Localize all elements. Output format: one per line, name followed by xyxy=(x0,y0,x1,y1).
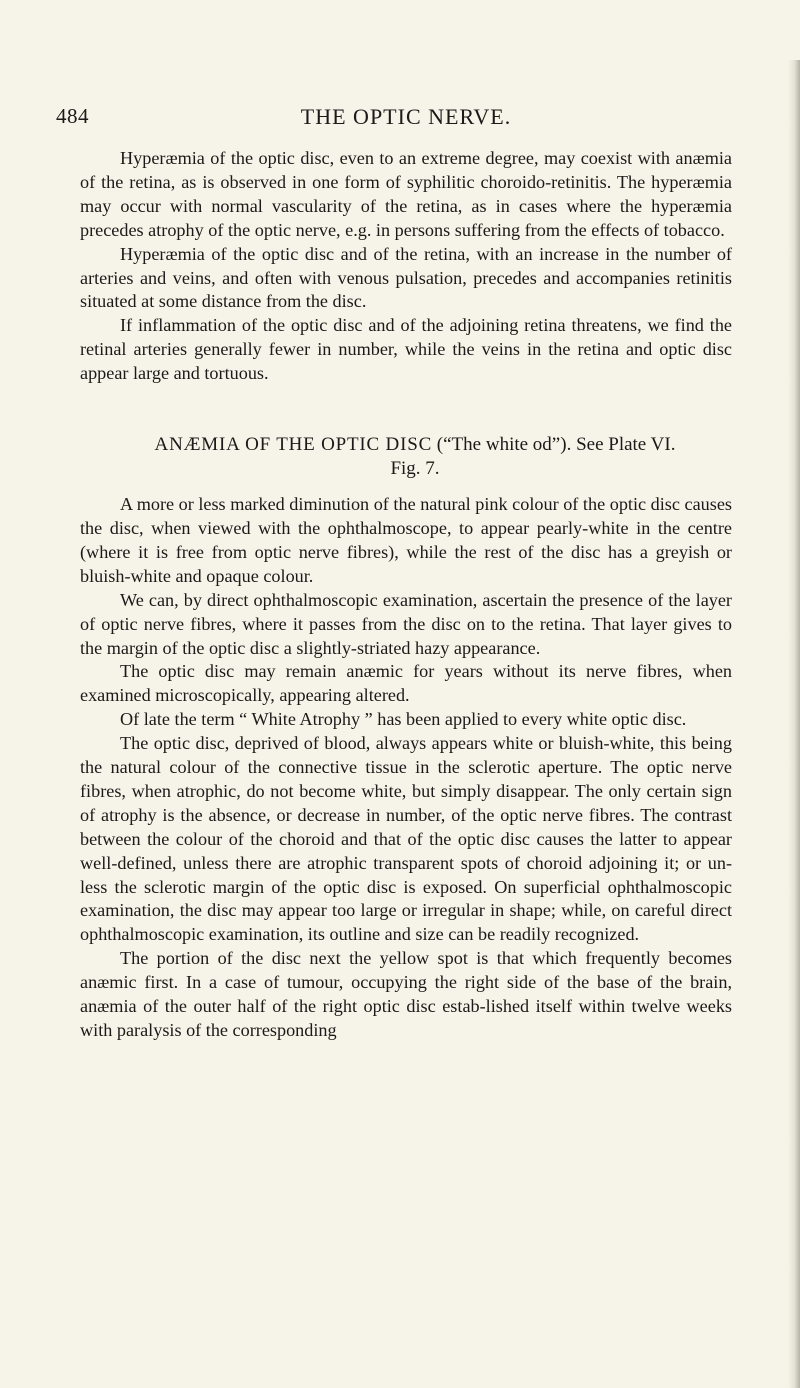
page-number: 484 xyxy=(56,104,89,128)
section-heading xyxy=(0,433,800,481)
paragraph: The optic disc may remain anæmic for years without its nerve fibres, when examined microscopically, appearing altered. xyxy=(80,661,732,706)
body-text xyxy=(0,147,800,1043)
paragraph: If inflammation of the optic disc and of the adjoining retina threatens, we find the retinal arteries generally fewer in number, while the veins in the retina and optic disc appear large and tortuous. xyxy=(80,315,732,384)
paragraph: The portion of the disc next the yellow spot is that which frequently becomes anæmic first. In a case of tumour, occupying the right side of the base of the brain, anæmia of the outer half of the right optic disc estab-lished itself within twelve weeks with paralysis of the corresponding xyxy=(80,948,732,1040)
paragraph: A more or less marked diminution of the natural pink colour of the optic disc causes the disc, when viewed with the ophthalmoscope, to appear pearly-white in the centre (where it is free from optic nerve fibres), while the rest of the disc has a greyish or bluish-white and opaque colour. xyxy=(80,494,732,586)
figure-reference: Fig. 7. xyxy=(390,458,440,480)
page-header xyxy=(56,104,756,134)
paragraph: We can, by direct ophthalmoscopic examination, ascertain the presence of the layer of optic nerve fibres, where it passes from the disc on to the retina. That layer gives to the margin of the optic disc a slightly-striated hazy appearance. xyxy=(80,589,732,658)
running-title: THE OPTIC NERVE. xyxy=(300,104,512,129)
paragraph: Hyperæmia of the optic disc and of the retina, with an increase in the number of arteries and veins, and often with venous pulsation, precedes and accompanies retinitis situated at some distance from the disc. xyxy=(80,243,732,312)
paragraph: The optic disc, deprived of blood, always appears white or bluish-white, this being the natural colour of the connective tissue in the sclerotic aperture. The optic nerve fibres, when atrophic, do not become white, but simply disappear. The only certain sign of atrophy is the absence, or decrease in number, of the optic nerve fibres. The contrast between the colour of the choroid and that of the optic disc causes the latter to appear well-defined, unless there are atrophic transparent spots of choroid adjoining it; or un-less the sclerotic margin of the optic disc is exposed. On superficial ophthalmoscopic examination, the disc may appear too large or irregular in shape; while, on careful direct ophthalmoscopic examination, its outline and size can be readily recognized. xyxy=(80,733,732,945)
section-heading-subtitle: (“The white od”). See Plate VI. xyxy=(432,434,676,456)
paragraph: Of late the term “ White Atrophy ” has been applied to every white optic disc. xyxy=(120,709,687,730)
paragraph: Hyperæmia of the optic disc, even to an extreme degree, may coexist with anæmia of the retina, as is observed in one form of syphilitic choroido-retinitis. The hyperæmia may occur with normal vascularity of the retina, as in cases where the hyperæmia precedes atrophy of the optic nerve, e.g. in persons suffering from the effects of tobacco. xyxy=(80,148,732,240)
section-heading-title: ANÆMIA OF THE OPTIC DISC xyxy=(154,434,433,456)
